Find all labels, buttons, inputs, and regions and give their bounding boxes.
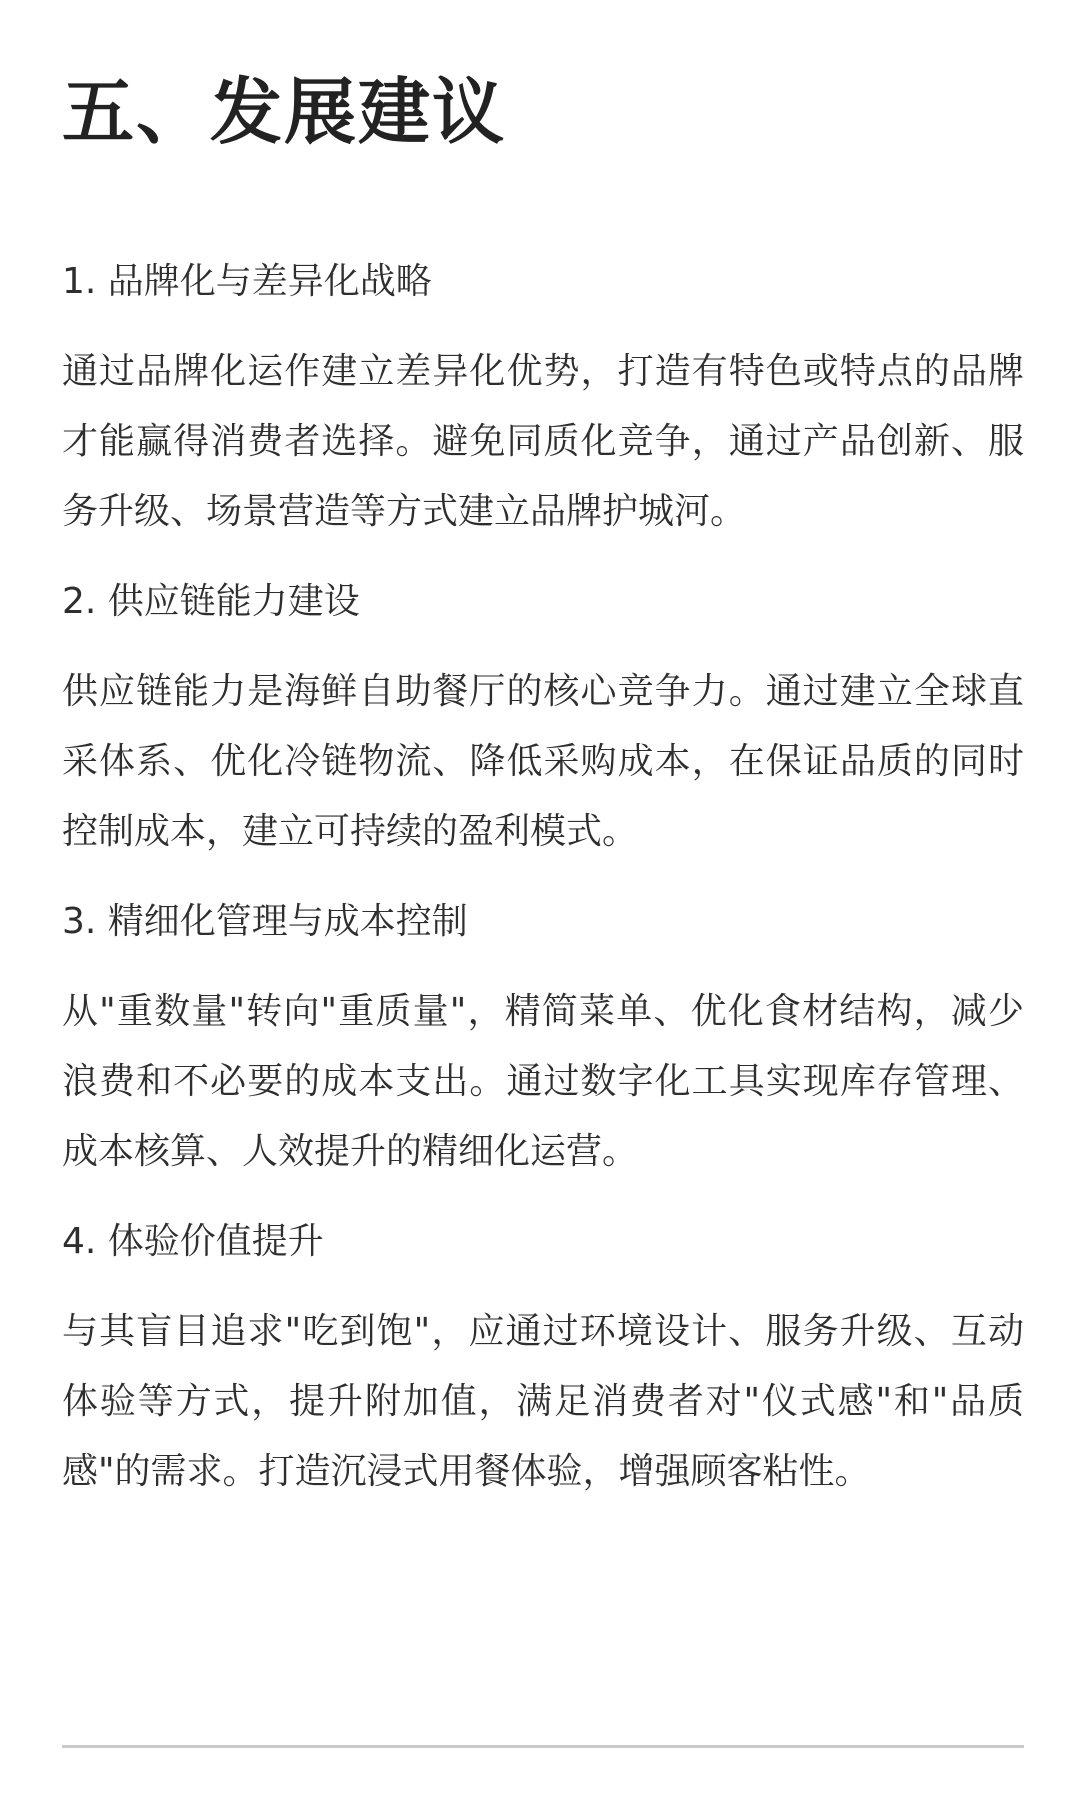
section-body-supply-chain: 供应链能力是海鲜自助餐厅的核心竞争力。通过建立全球直采体系、优化冷链物流、降低采购成本，在保证品质的同时控制成本，建立可持续的盈利模式。 xyxy=(62,671,1024,852)
section-body-branding: 通过品牌化运作建立差异化优势，打造有特色或特点的品牌才能赢得消费者选择。避免同质化竞争，通过产品创新、服务升级、场景营造等方式建立品牌护城河。 xyxy=(62,351,1024,532)
section-body-experience: 与其盲目追求"吃到饱"，应通过环境设计、服务升级、互动体验等方式，提升附加值，满足消费者对"仪式感"和"品质感"的需求。打造沉浸式用餐体验，增强顾客粘性。 xyxy=(62,1311,1024,1492)
page-title: 五、发展建议 xyxy=(62,69,507,154)
bottom-divider xyxy=(62,1745,1024,1748)
section-heading-supply-chain: 2. 供应链能力建设 xyxy=(62,581,360,622)
section-heading-management: 3. 精细化管理与成本控制 xyxy=(62,901,468,942)
article xyxy=(62,0,1024,1507)
section-heading-experience: 4. 体验价值提升 xyxy=(62,1221,324,1262)
section-body-management: 从"重数量"转向"重质量"，精简菜单、优化食材结构，减少浪费和不必要的成本支出。通过数字化工具实现库存管理、成本核算、人效提升的精细化运营。 xyxy=(62,991,1024,1172)
section-heading-branding: 1. 品牌化与差异化战略 xyxy=(62,261,432,302)
